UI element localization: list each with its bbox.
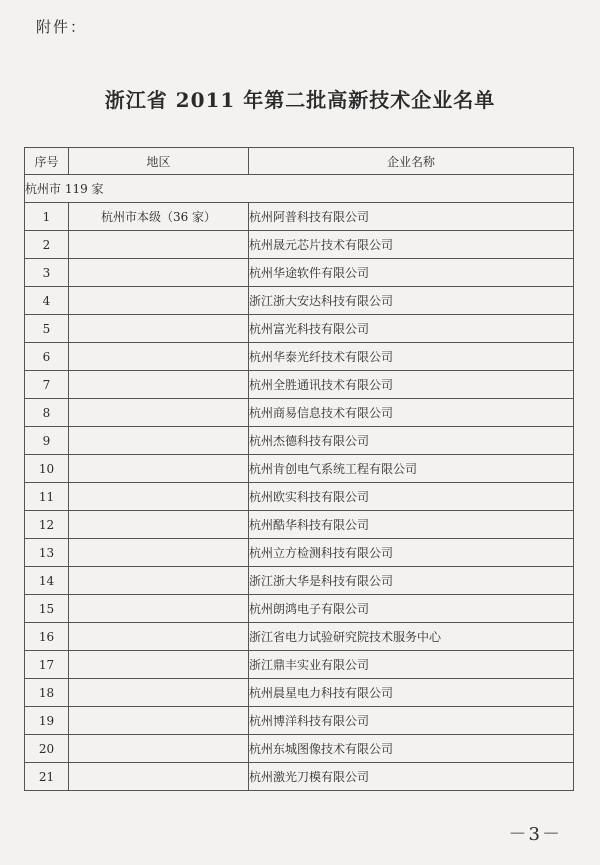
row-region: 杭州市本级（36 家） — [69, 203, 249, 231]
row-serial-number: 8 — [25, 399, 69, 427]
row-serial-number: 13 — [25, 539, 69, 567]
row-serial-number: 19 — [25, 707, 69, 735]
row-enterprise-name: 浙江浙大华是科技有限公司 — [249, 567, 574, 595]
row-enterprise-name: 浙江省电力试验研究院技术服务中心 — [249, 623, 574, 651]
header-enterprise-name: 企业名称 — [249, 148, 574, 175]
attachment-label: 附件： — [36, 18, 88, 36]
table-header-row — [25, 148, 574, 175]
table-row — [25, 567, 574, 595]
row-serial-number: 6 — [25, 343, 69, 371]
table-row — [25, 623, 574, 651]
row-serial-number: 12 — [25, 511, 69, 539]
table-row — [25, 651, 574, 679]
group-label: 杭州市 119 家 — [25, 175, 574, 203]
row-serial-number: 4 — [25, 287, 69, 315]
row-region — [69, 483, 249, 511]
row-serial-number: 10 — [25, 455, 69, 483]
table-row — [25, 707, 574, 735]
row-enterprise-name: 杭州朗鸿电子有限公司 — [249, 595, 574, 623]
row-serial-number: 3 — [25, 259, 69, 287]
row-region — [69, 707, 249, 735]
table-row — [25, 203, 574, 231]
row-enterprise-name: 杭州商易信息技术有限公司 — [249, 399, 574, 427]
row-region — [69, 651, 249, 679]
row-region — [69, 623, 249, 651]
row-region — [69, 287, 249, 315]
row-enterprise-name: 杭州晟元芯片技术有限公司 — [249, 231, 574, 259]
row-region — [69, 595, 249, 623]
row-enterprise-name: 杭州东城图像技术有限公司 — [249, 735, 574, 763]
table-row — [25, 595, 574, 623]
table-row — [25, 539, 574, 567]
table-row — [25, 371, 574, 399]
row-serial-number: 14 — [25, 567, 69, 595]
document-title: 浙江省 2011 年第二批高新技术企业名单 — [104, 88, 496, 112]
row-enterprise-name: 浙江浙大安达科技有限公司 — [249, 287, 574, 315]
row-region — [69, 539, 249, 567]
row-region — [69, 231, 249, 259]
table-row — [25, 455, 574, 483]
row-enterprise-name: 杭州晨星电力科技有限公司 — [249, 679, 574, 707]
row-enterprise-name: 杭州华泰光纤技术有限公司 — [249, 343, 574, 371]
table-row — [25, 483, 574, 511]
table-row — [25, 735, 574, 763]
row-serial-number: 1 — [25, 203, 69, 231]
table-row — [25, 287, 574, 315]
header-region: 地区 — [69, 148, 249, 175]
row-serial-number: 15 — [25, 595, 69, 623]
table-row — [25, 315, 574, 343]
row-region — [69, 343, 249, 371]
table-row — [25, 427, 574, 455]
row-serial-number: 5 — [25, 315, 69, 343]
row-enterprise-name: 杭州富光科技有限公司 — [249, 315, 574, 343]
row-region — [69, 455, 249, 483]
row-enterprise-name: 杭州激光刀模有限公司 — [249, 763, 574, 791]
row-region — [69, 399, 249, 427]
row-enterprise-name: 杭州立方检测科技有限公司 — [249, 539, 574, 567]
row-serial-number: 17 — [25, 651, 69, 679]
row-serial-number: 11 — [25, 483, 69, 511]
row-serial-number: 20 — [25, 735, 69, 763]
row-serial-number: 21 — [25, 763, 69, 791]
header-serial-number: 序号 — [25, 148, 69, 175]
enterprise-table — [24, 147, 574, 791]
page-number: －3－ — [508, 824, 562, 845]
row-enterprise-name: 杭州华途软件有限公司 — [249, 259, 574, 287]
row-region — [69, 315, 249, 343]
table-row — [25, 231, 574, 259]
row-serial-number: 16 — [25, 623, 69, 651]
row-serial-number: 18 — [25, 679, 69, 707]
row-region — [69, 511, 249, 539]
row-enterprise-name: 浙江鼎丰实业有限公司 — [249, 651, 574, 679]
table-row — [25, 259, 574, 287]
row-enterprise-name: 杭州杰德科技有限公司 — [249, 427, 574, 455]
row-serial-number: 7 — [25, 371, 69, 399]
row-region — [69, 735, 249, 763]
table-row — [25, 679, 574, 707]
row-region — [69, 259, 249, 287]
row-enterprise-name: 杭州酷华科技有限公司 — [249, 511, 574, 539]
row-enterprise-name: 杭州阿普科技有限公司 — [249, 203, 574, 231]
row-enterprise-name: 杭州肯创电气系统工程有限公司 — [249, 455, 574, 483]
row-region — [69, 427, 249, 455]
row-enterprise-name: 杭州全胜通讯技术有限公司 — [249, 371, 574, 399]
table-row — [25, 511, 574, 539]
row-enterprise-name: 杭州欧实科技有限公司 — [249, 483, 574, 511]
row-enterprise-name: 杭州博洋科技有限公司 — [249, 707, 574, 735]
row-region — [69, 679, 249, 707]
row-region — [69, 763, 249, 791]
group-row — [25, 175, 574, 203]
row-region — [69, 567, 249, 595]
table-row — [25, 343, 574, 371]
row-region — [69, 371, 249, 399]
row-serial-number: 9 — [25, 427, 69, 455]
table-row — [25, 399, 574, 427]
table-row — [25, 763, 574, 791]
row-serial-number: 2 — [25, 231, 69, 259]
